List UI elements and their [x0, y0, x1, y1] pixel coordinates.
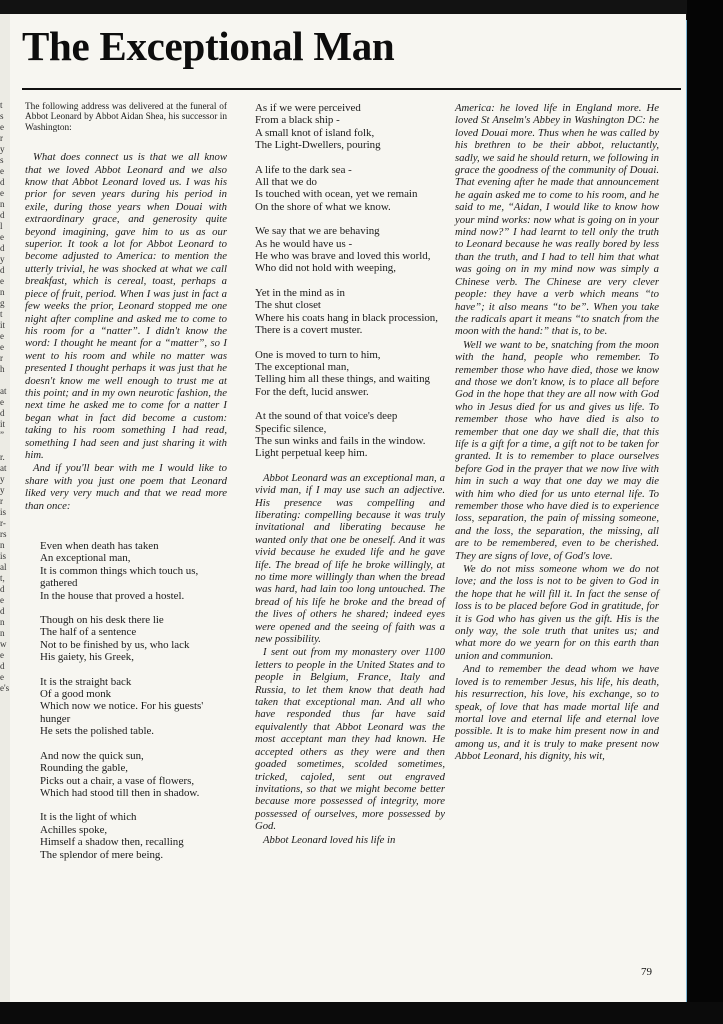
- edge-fragment: d: [0, 661, 5, 671]
- poem-line: He sets the polished table.: [40, 725, 155, 738]
- edge-fragment: t: [0, 309, 3, 319]
- poem-line: Though on his desk there lie: [40, 614, 164, 627]
- edge-fragment: is: [0, 551, 7, 561]
- poem-stanza: [40, 676, 227, 738]
- poem-stanza: [255, 287, 445, 337]
- poem-line: The shut closet: [255, 299, 321, 312]
- paragraph: We do not miss someone whom we do not love; and the loss is not to be given to God in the hope that he will fill it. In fact the sense of loss is to be placed before God in gratitude, for it is God who has given us the gift. His is the only way, the sole truth that unites us; and what more do we yearn for on this earth than union and communion.: [455, 563, 659, 662]
- edge-fragment: d: [0, 606, 5, 616]
- poem-line: Achilles spoke,: [40, 823, 108, 836]
- intro-note: The following address was delivered at the funeral of Abbot Leonard by Abbot Aidan Shea, his successor in Washington:: [25, 102, 227, 133]
- edge-fragment: d: [0, 210, 5, 220]
- poem-line: One is moved to turn to him,: [255, 348, 381, 361]
- poem-line: There is a covert muster.: [255, 324, 363, 337]
- paragraph: Abbot Leonard loved his life in: [263, 833, 396, 846]
- poem-line: And now the quick sun,: [40, 749, 144, 762]
- poem-line: From a black ship -: [255, 114, 340, 127]
- edge-fragment: d: [0, 243, 5, 253]
- edge-fragment: l: [0, 221, 3, 231]
- poem-stanza: [40, 540, 227, 602]
- edge-fragment: e's: [0, 683, 10, 693]
- poem-line: On the shore of what we know.: [255, 200, 391, 213]
- poem-line: The exceptional man,: [255, 360, 350, 373]
- column-3-prose: [455, 102, 659, 763]
- edge-fragment: n: [0, 199, 5, 209]
- edge-fragment: t: [0, 100, 3, 110]
- poem-line: He who was brave and loved this world,: [255, 250, 431, 263]
- poem-stanza: [255, 410, 445, 460]
- paragraph: And if you'll bear with me I would like to share with you just one poem that Leonard liked very very much and that we read more than once:: [25, 462, 227, 512]
- poem-line: Which now we notice. For his guests' hunger: [40, 700, 204, 725]
- edge-fragment: n: [0, 617, 5, 627]
- edge-fragment: g: [0, 298, 5, 308]
- edge-fragment: e: [0, 232, 4, 242]
- poem-line: An exceptional man,: [40, 552, 131, 565]
- poem-line: Which had stood till then in shadow.: [40, 786, 200, 799]
- edge-fragment: e: [0, 276, 4, 286]
- edge-fragment: d: [0, 408, 5, 418]
- title-rule: [22, 88, 681, 90]
- poem-line: It is common things which touch us, gathered: [40, 564, 199, 590]
- edge-fragment: h: [0, 364, 5, 374]
- poem-line: Even when death has taken: [40, 540, 159, 552]
- poem-stanza: [40, 750, 227, 800]
- book-spine: [687, 0, 723, 1024]
- poem-line: Telling him all these things, and waiting: [255, 373, 430, 386]
- poem-line: It is the straight back: [40, 675, 132, 688]
- edge-fragment: is: [0, 507, 7, 517]
- poem-line: All that we do: [255, 176, 318, 189]
- edge-fragment: s: [0, 155, 4, 165]
- poem-stanza: [255, 164, 445, 214]
- poem-line: His gaiety, his Greek,: [40, 651, 134, 664]
- column-1: [25, 102, 227, 873]
- edge-fragment: at: [0, 463, 7, 473]
- poem-stanza: [40, 811, 227, 861]
- poem-line: Rounding the gable,: [40, 762, 129, 775]
- poem-line: We say that we are behaving: [255, 225, 380, 238]
- poem-line: At the sound of that voice's deep: [255, 410, 398, 423]
- page-number: 79: [641, 966, 652, 978]
- edge-fragment: [0, 375, 12, 386]
- edge-fragment: r: [0, 133, 3, 143]
- paragraph: What does connect us is that we all know that we loved Abbot Leonard and we also know that Abbot Leonard loved us. I was his prior for seven years during his period in exile, during those years when Douai with extraordinary grace, and generosity quite beyond imagining, gave him to us as our superior. It took a lot for Abbot Leonard to become adjusted to America: to mention the utterly trivial, he was shocked at what we call breakfast, which is cereal, toast, perhaps a piece of fruit, period. When I was just in fact a few weeks the prior, Leonard stopped me one night after compline and asked me to come to his room for a “natter”. I didn't know the word: I thought he meant for a “matter”, so I went to his room and while no matter was presented I thought perhaps it was just that he doesn't know me well enough to trust me at this point; and in my own neurotic fashion, the next time he asked me to come for a natter I began what in fact did become a custom: taking to his room something I had read, something I had seen and just sharing it with him.: [25, 151, 227, 461]
- edge-fragment: e: [0, 595, 4, 605]
- poem-line: Where his coats hang in black procession,: [255, 311, 438, 324]
- poem-line: In the house that proved a hostel.: [40, 589, 185, 602]
- edge-fragment: r.: [0, 452, 5, 462]
- edge-fragment: d: [0, 265, 5, 275]
- bottom-shadow: [0, 1002, 723, 1024]
- edge-fragment: rs: [0, 529, 7, 539]
- edge-fragment: it: [0, 419, 6, 429]
- poem-line: Who did not hold with weeping,: [255, 262, 396, 275]
- column-2-prose: [255, 472, 445, 846]
- edge-fragment: d: [0, 177, 5, 187]
- edge-fragment: e: [0, 397, 4, 407]
- poem-line: Picks out a chair, a vase of flowers,: [40, 774, 195, 787]
- poem-stanza: [40, 614, 227, 664]
- poem-line: It is the light of which: [40, 811, 137, 824]
- article-title: The Exceptional Man: [22, 23, 395, 69]
- edge-fragment: d: [0, 584, 5, 594]
- edge-fragment: e: [0, 650, 4, 660]
- poem-stanza: [255, 349, 445, 399]
- edge-fragment: r: [0, 353, 3, 363]
- edge-fragment: it: [0, 320, 6, 330]
- poem-line: Light perpetual keep him.: [255, 447, 368, 460]
- poem-line: For the deft, lucid answer.: [255, 385, 369, 398]
- poem-line: Of a good monk: [40, 688, 112, 701]
- edge-fragment: t,: [0, 573, 5, 583]
- poem-part-2: [255, 102, 445, 460]
- edge-fragment: e: [0, 166, 4, 176]
- edge-fragment: s: [0, 111, 4, 121]
- edge-fragment: r-: [0, 518, 6, 528]
- left-page-edge-text: [0, 100, 12, 694]
- edge-fragment: e: [0, 188, 4, 198]
- edge-fragment: e: [0, 122, 4, 132]
- poem-line: Not to be finished by us, who lack: [40, 638, 190, 651]
- edge-fragment: e: [0, 342, 4, 352]
- edge-fragment: y: [0, 254, 5, 264]
- column-1-prose: [25, 151, 227, 512]
- edge-fragment: r: [0, 496, 3, 506]
- poem-line: A life to the dark sea -: [255, 163, 352, 176]
- edge-fragment: at: [0, 386, 7, 396]
- edge-fragment: e: [0, 331, 4, 341]
- edge-fragment: y: [0, 474, 5, 484]
- edge-fragment: [0, 441, 12, 452]
- column-2: [255, 102, 445, 846]
- edge-fragment: y: [0, 485, 5, 495]
- poem-line: Specific silence,: [255, 422, 327, 435]
- poem-line: As if we were perceived: [255, 102, 361, 114]
- edge-fragment: n: [0, 628, 5, 638]
- poem-line: The splendor of mere being.: [40, 848, 164, 861]
- edge-fragment: n: [0, 540, 5, 550]
- poem-line: The sun winks and fails in the window.: [255, 434, 426, 447]
- paragraph: America: he loved life in England more. He loved St Anselm's Abbey in Washington DC: he loved Douai more. Thus when he was called by his brethren to be their abbot, reluctantly, sadly, we said he should return, we following in grace the goodness of the community of Douai. That evening after he made that announcement he again asked me to come to his room, and he said to me, “Aidan, I would like to know how your mind works: now what is going on in your mind now?” I had learnt to tell only the truth to Leonard because he was really bored by less than the truth, and I had to tell him that what was going on in my mind now was simply a Chinese verb. The Chinese are very clever people: they have a verb which means “to have”; it also means “to be”. When you take the radicals apart it means “to snatch from the moon with the hand:” that is, to be.: [455, 102, 659, 338]
- edge-fragment: y: [0, 144, 5, 154]
- poem-line: The half of a sentence: [40, 626, 137, 639]
- edge-fragment: n: [0, 287, 5, 297]
- poem-line: Yet in the mind as in: [255, 286, 345, 299]
- poem-line: Is touched with ocean, yet we remain: [255, 188, 418, 201]
- poem-line: The Light-Dwellers, pouring: [255, 139, 381, 152]
- paragraph: Abbot Leonard was an exceptional man, a vivid man, if I may use such an adjective. His presence was compelling and liberating: compelling because it was truly invitational and liberating because he wanted only that one be oneself. And it was vivid because he exuded life and he gave life. The bread of life he broke willingly, at no time more willingly than when the bread was hard, had lain too long untouched. The bread of his life he broke and the bread of the lives of others he shared; indeed eyes were opened and the seeing of faith was a new possibility.: [255, 471, 445, 646]
- paragraph: And to remember the dead whom we have loved is to remember Jesus, his life, his death, his resurrection, his love, his exchange, so to speak, of love that has made mortal life and mortal love and eternal life and eternal love possible. It is to make him present now in and among us, and it is truly to make present now Abbot Leonard, his dignity, his wit,: [455, 663, 659, 763]
- edge-fragment: e: [0, 672, 4, 682]
- edge-fragment: al: [0, 562, 7, 572]
- edge-fragment: w: [0, 639, 7, 649]
- poem-stanza: [255, 225, 445, 275]
- poem-stanza: [255, 102, 445, 152]
- edge-fragment: ”: [0, 430, 4, 440]
- poem-line: A small knot of island folk,: [255, 126, 375, 139]
- paragraph: I sent out from my monastery over 1100 letters to people in the United States and to people in Belgium, France, Italy and Russia, to let them know that death had taken that exceptional man. And all who have responded thus far have said equivalently that Abbot Leonard was the most acceptant man they had known. He accepted others as they were and then goaded sometimes, scolded sometimes, tricked, cajoled, sent out engraved invitations, so that we might become better because more possessed of integrity, more possessed of ourselves, more possessed by God.: [255, 646, 445, 833]
- poem-line: As he would have us -: [255, 237, 353, 250]
- poem-line: Himself a shadow then, recalling: [40, 836, 184, 849]
- poem-part-1: [25, 540, 227, 861]
- column-3: [455, 102, 659, 763]
- paragraph: Well we want to be, snatching from the moon with the hand, people who remember. To remember those who have died, those we know and those we don't know, is to place all before God in the hope that they are all now with God who in Jesus died for us and gives us life. To remember those who have died is also to remember that one day we shall die, that this life is a gift for a time, a gift not to be taken for granted. It is to remember to place ourselves before God in the prayer that we now live with him in such a way that one day we may die with him who died for us unto eternal life. To remember those who have died is to experience loss, separation, the pain of missing someone, and the loss, the separation, the missing, all are to be remembered, even to be cherished. They are signs of love, of God's love.: [455, 338, 659, 562]
